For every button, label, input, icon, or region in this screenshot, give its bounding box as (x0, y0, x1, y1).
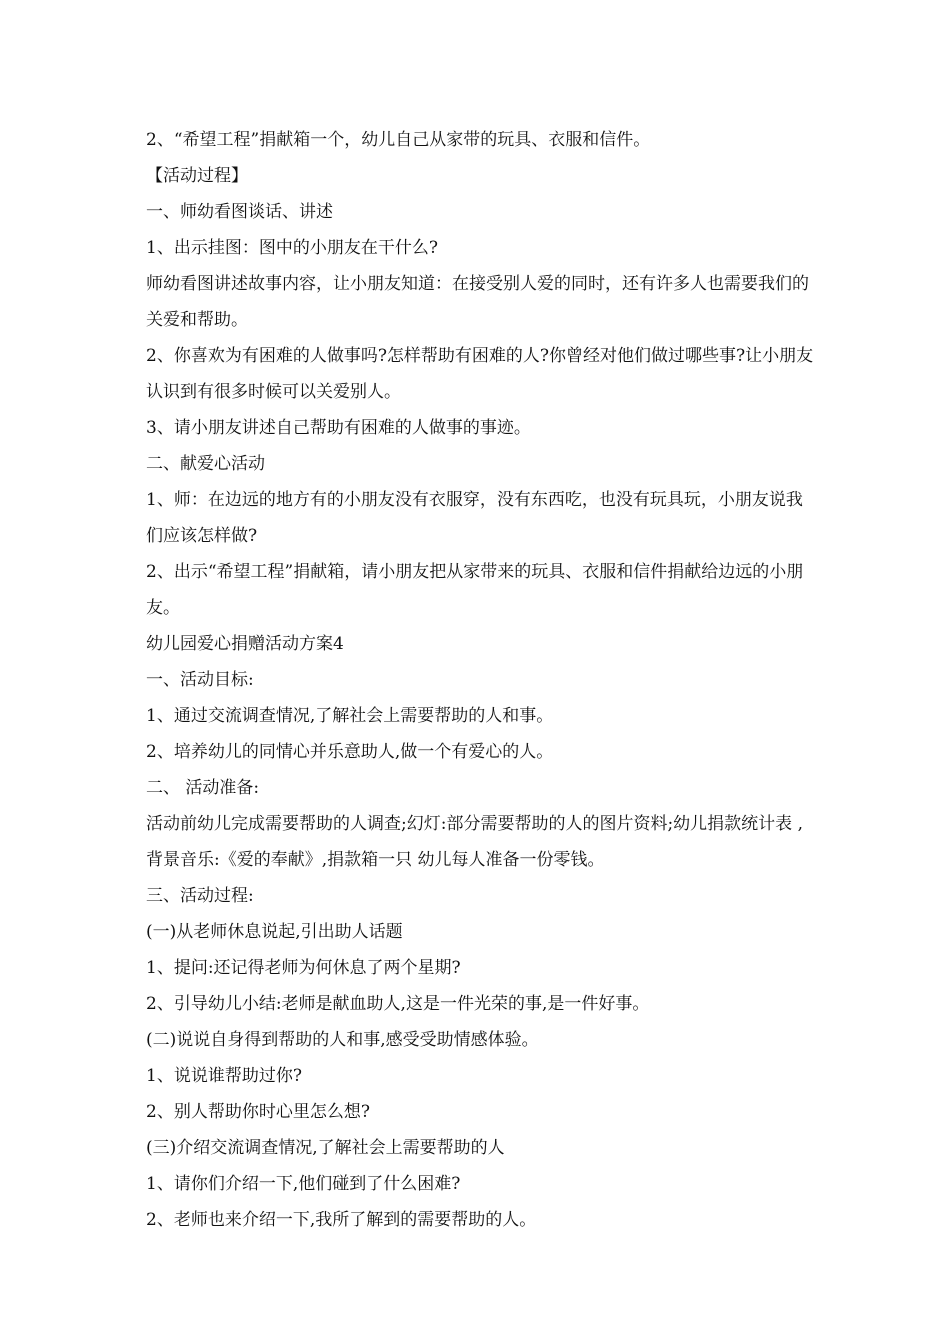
heading-process: 三、活动过程: (146, 886, 254, 906)
paragraph-who-helped: 1、说说谁帮助过你? (146, 1066, 302, 1086)
subheading-teacher-rest: (一)从老师休息说起,引出助人话题 (146, 922, 403, 942)
paragraph-ask-rest: 1、提问:还记得老师为何休息了两个星期? (146, 958, 461, 978)
heading-goals: 一、活动目标: (146, 670, 254, 690)
paragraph-tell-deeds: 3、请小朋友讲述自己帮助有困难的人做事的事迹。 (146, 418, 531, 438)
paragraph-introduce-difficulties: 1、请你们介绍一下,他们碰到了什么困难? (146, 1174, 461, 1194)
paragraph-goal-2: 2、培养幼儿的同情心并乐意助人,做一个有爱心的人。 (146, 742, 554, 762)
subheading-survey: (三)介绍交流调查情况,了解社会上需要帮助的人 (146, 1138, 505, 1158)
paragraph-donation-box: 2、出示“希望工程”捐献箱，请小朋友把从家带来的玩具、衣服和信件捐献给边远的小朋友。 (146, 562, 804, 618)
paragraph-helping-questions: 2、你喜欢为有困难的人做事吗?怎样帮助有困难的人?你曾经对他们做过哪些事?让小朋友认识到有很多时候可以关爱别人。 (146, 346, 814, 402)
subheading-received-help: (二)说说自身得到帮助的人和事,感受受助情感体验。 (146, 1030, 539, 1050)
paragraph-materials-2: 2、“希望工程”捐献箱一个，幼儿自己从家带的玩具、衣服和信件。 (146, 130, 651, 150)
paragraph-summary: 2、引导幼儿小结:老师是献血助人,这是一件光荣的事,是一件好事。 (146, 994, 650, 1014)
heading-picture-talk: 一、师幼看图谈话、讲述 (146, 202, 333, 222)
document-body (146, 122, 814, 1238)
paragraph-story-telling: 师幼看图讲述故事内容，让小朋友知道：在接受别人爱的同时，还有许多人也需要我们的关爱和帮助。 (146, 274, 809, 330)
paragraph-teacher-introduce: 2、老师也来介绍一下,我所了解到的需要帮助的人。 (146, 1210, 537, 1230)
heading-activity-process: 【活动过程】 (146, 166, 248, 186)
plan-title: 幼儿园爱心捐赠活动方案4 (146, 634, 344, 654)
paragraph-feelings: 2、别人帮助你时心里怎么想? (146, 1102, 370, 1122)
heading-preparation: 二、 活动准备: (146, 778, 260, 798)
paragraph-teacher-question: 1、师：在边远的地方有的小朋友没有衣服穿，没有东西吃，也没有玩具玩，小朋友说我们应该怎样做? (146, 490, 803, 546)
paragraph-preparation: 活动前幼儿完成需要帮助的人调查;幻灯:部分需要帮助的人的图片资料;幼儿捐款统计表 ,背景音乐:《爱的奉献》,捐款箱一只 幼儿每人准备一份零钱。 (146, 814, 803, 870)
heading-love-activity: 二、献爱心活动 (146, 454, 265, 474)
paragraph-goal-1: 1、通过交流调查情况,了解社会上需要帮助的人和事。 (146, 706, 554, 726)
paragraph-show-picture: 1、出示挂图：图中的小朋友在干什么? (146, 238, 438, 258)
